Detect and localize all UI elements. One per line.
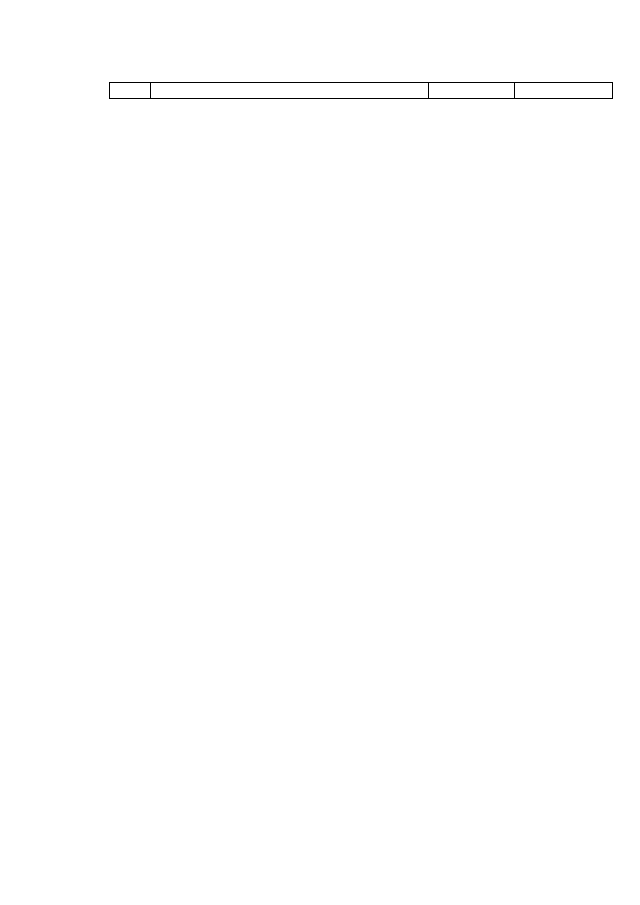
table-body: [0, 103, 640, 124]
district-heading: [0, 105, 640, 124]
column-header-table: [109, 82, 613, 99]
column-header-3: [429, 83, 515, 99]
column-header-1: [110, 83, 151, 99]
column-header-4: [515, 83, 613, 99]
column-header-2: [151, 83, 429, 99]
column-header-row: [110, 83, 613, 99]
